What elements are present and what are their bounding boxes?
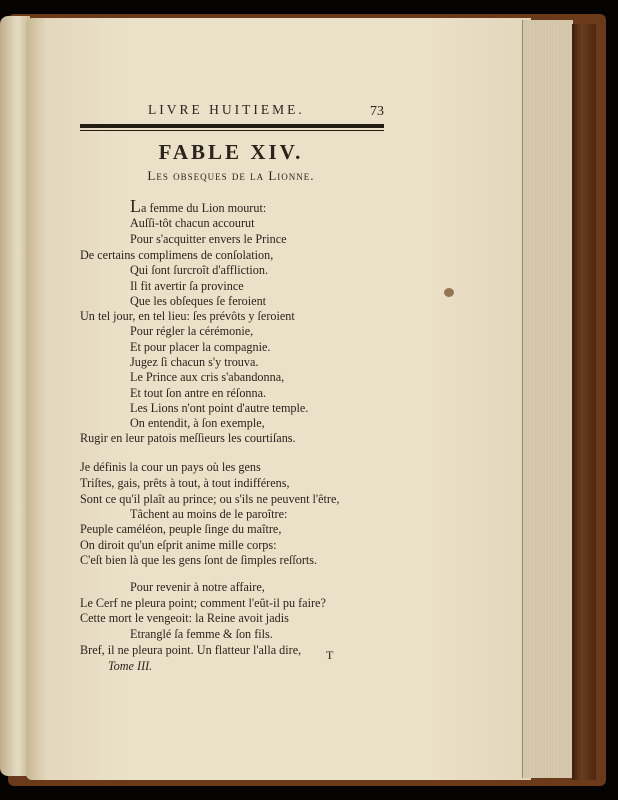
- leather-cover: [572, 24, 596, 780]
- volume-label: Tome III.: [108, 659, 153, 673]
- verse-line: Cette mort le vengeoit: la Reine avoit jadis: [80, 611, 289, 625]
- fable-subtitle: Les obseques de la Lionne.: [147, 168, 315, 183]
- header-rule-thin: [80, 130, 384, 131]
- verse-line: Pour s'acquitter envers le Prince: [130, 232, 287, 246]
- verse-line: Pour régler la cérémonie,: [130, 324, 254, 338]
- page-block-edge: [522, 20, 573, 778]
- verse-line: Peuple caméléon, peuple ſinge du maître,: [80, 522, 282, 536]
- fable-title: FABLE XIV.: [158, 140, 304, 164]
- verse-line-rest: a femme du Lion mourut:: [141, 201, 267, 215]
- verse-line: Bref, il ne pleura point. Un flatteur l'alla dire,: [80, 643, 302, 657]
- verse-line: Triſtes, gais, prêts à tout, à tout indifférens,: [80, 476, 290, 490]
- verse-line: Le Cerf ne pleura point; comment l'eût-il pu faire?: [80, 596, 326, 610]
- verse-line: De certains complimens de conſolation,: [80, 248, 274, 262]
- header-rule-thick: [80, 124, 384, 128]
- running-head: LIVRE HUITIEME.: [148, 102, 305, 117]
- verse-line: Rugir en leur patois meſſieurs les courtiſans.: [80, 431, 296, 445]
- drop-capital: L: [130, 196, 141, 216]
- verse-line: Tâchent au moins de le paroître:: [130, 507, 288, 521]
- verse-line: C'eſt bien là que les gens ſont de ſimples reſſorts.: [80, 553, 318, 567]
- verse-line: Que les obſeques ſe feroient: [130, 294, 267, 308]
- right-page: [26, 18, 531, 780]
- verse-line: On diroit qu'un eſprit anime mille corps:: [80, 538, 277, 552]
- verse-line: Etranglé ſa femme & ſon fils.: [130, 627, 273, 641]
- verse-line: Un tel jour, en tel lieu: ſes prévôts y ſeroient: [80, 309, 295, 323]
- verse-line: Le Prince aux cris s'abandonna,: [130, 370, 285, 384]
- verse-line: Les Lions n'ont point d'autre temple.: [130, 401, 309, 415]
- verse-line: On entendit, à ſon exemple,: [130, 416, 265, 430]
- verse-line: Et pour placer la compagnie.: [130, 340, 271, 354]
- foxing-spot: [444, 288, 454, 297]
- verse-line: [130, 196, 267, 216]
- verse-line: Pour revenir à notre affaire,: [130, 580, 265, 594]
- signature-mark: T: [326, 648, 334, 662]
- verse-line: Auſſi-tôt chacun accourut: [130, 216, 255, 230]
- verse-line: Jugez ſi chacun s'y trouva.: [130, 355, 259, 369]
- verse-line: Je définis la cour un pays où les gens: [80, 460, 261, 474]
- page-number: 73: [370, 104, 384, 119]
- verse-line: Et tout ſon antre en réſonna.: [130, 386, 267, 400]
- verse-line: Sont ce qu'il plaît au prince; ou s'ils ne peuvent l'être,: [80, 492, 340, 506]
- verse-line: Qui ſont ſurcroît d'affliction.: [130, 263, 269, 277]
- verse-line: Il fit avertir ſa province: [130, 279, 244, 293]
